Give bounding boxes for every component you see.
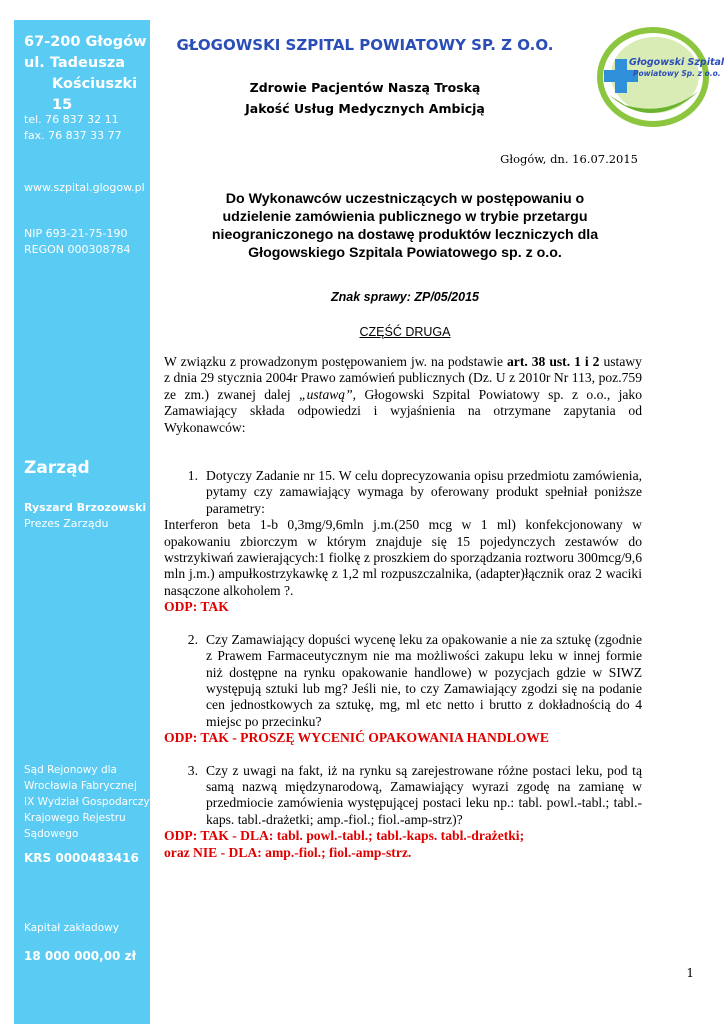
court-registration <box>24 762 150 842</box>
heading-line: Głogowskiego Szpitala Powiatowego sp. z o.o. <box>248 245 562 261</box>
letter-body <box>164 354 642 861</box>
heading-line: nieograniczonego na dostawę produktów leczniczych dla <box>211 227 599 243</box>
page-number: 1 <box>686 966 694 980</box>
heading-line: udzielenie zamówienia publicznego w trybie przetargu <box>222 209 588 225</box>
tax-ids <box>24 226 131 258</box>
motto-line: Zdrowie Pacjentów Naszą Troską <box>249 80 481 95</box>
question-2 <box>164 632 642 747</box>
intro-italic: „ustawą”, <box>299 386 357 402</box>
question-number: 1. <box>187 468 198 484</box>
logo-text: Powiatowy Sp. z o.o. <box>633 69 721 78</box>
address-line: ul. Tadeusza <box>24 55 126 71</box>
court-line: Krajowego Rejestru <box>24 812 126 824</box>
answer: ODP: TAK <box>164 599 229 615</box>
krs-number: KRS 0000483416 <box>24 851 139 865</box>
court-line: Sąd Rejonowy dla <box>24 764 117 776</box>
nip-number: NIP 693-21-75-190 <box>24 227 128 240</box>
part-label: CZĘŚĆ DRUGA <box>359 325 451 339</box>
answer: ODP: TAK - DLA: tabl. powl.-tabl.; tabl.-kaps. tabl.-drażetki; <box>164 828 525 844</box>
website-link[interactable]: www.szpital.glogow.pl <box>24 181 145 194</box>
president-name: Ryszard Brzozowski <box>24 501 147 514</box>
phone-number: tel. 76 837 32 11 <box>24 113 119 126</box>
answer: ODP: TAK - PROSZĘ WYCENIĆ OPAKOWANIA HANDLOWE <box>164 730 549 746</box>
court-line: Wrocławia Fabrycznej <box>24 780 137 792</box>
motto-line: Jakość Usług Medycznych Ambicją <box>245 101 485 116</box>
company-address <box>24 32 150 116</box>
regon-number: REGON 000308784 <box>24 243 131 256</box>
intro-paragraph <box>164 354 642 436</box>
question-text: Dotyczy Zadanie nr 15. W celu doprecyzowania opisu przedmiotu zamówienia, pytamy czy zamawiający wymaga by oferowany produkt spełniał poniższe parametry: <box>206 468 642 516</box>
letter-date: Głogów, dn. 16.07.2015 <box>500 152 638 166</box>
court-line: IX Wydział Gospodarczy <box>24 796 150 808</box>
court-line: Sądowego <box>24 828 79 840</box>
capital-value: 18 000 000,00 zł <box>24 949 137 963</box>
question-3 <box>164 763 642 861</box>
intro-text: Głogowski Szpital Powiatowy sp. z o.o., jako Zamawiający składa odpowiedzi i wyjaśnienia na otrzymane zapytania od Wykonawców: <box>164 386 642 435</box>
motto <box>160 77 570 119</box>
question-1 <box>164 468 642 616</box>
answer: oraz NIE - DLA: amp.-fiol.; fiol.-amp-strz. <box>164 844 412 860</box>
question-text: Czy Zamawiający dopuści wycenę leku za opakowanie a nie za sztukę (zgodnie z Prawem Farmaceutycznym nie ma możliwości zakupu leku w innej formie niż dostępne na rynku opakowanie handlowe) w pozycjach gdzie w SIWZ występują sztuki lub mg? Jeśli nie, to czy Zamawiający zgodzi się na podanie cen jednostkowych za sztukę, mg, ml etc netto i brutto z dokładnością do 4 miejsc po przecinku? <box>206 631 642 729</box>
fax-number: fax. 76 837 33 77 <box>24 129 122 142</box>
intro-text: W związku z prowadzonym postępowaniem jw. na podstawie <box>164 354 507 369</box>
address-line: 67-200 Głogów <box>24 34 147 50</box>
capital-label: Kapitał zakładowy <box>24 922 119 934</box>
heading-line: Do Wykonawców uczestniczących w postępowaniu o <box>225 191 585 207</box>
contact-phones <box>24 112 122 144</box>
board-heading: Zarząd <box>24 458 90 478</box>
hospital-name: GŁOGOWSKI SZPITAL POWIATOWY SP. Z O.O. <box>176 36 554 54</box>
letter-heading <box>170 190 640 262</box>
board-member <box>24 500 146 532</box>
question-text: Czy z uwagi na fakt, iż na rynku są zarejestrowane różne postaci leku, pod tą samą nazwą międzynarodową, Zamawiający wyrazi zgodę na zamianę w przedmiocie zamówienia występującej postaci leku np.: tabl. powl.-tabl.; tabl.-kaps. tabl.-drażetki; amp.-fiol.; fiol.-amp-strz)? <box>206 762 642 827</box>
question-continuation: Interferon beta 1-b 0,3mg/9,6mln j.m.(250 mcg w 1 ml) konfekcjonowany w opakowaniu zbiorczym w którym znajduje się 15 pojedynczych zestawów do wstrzykiwań zawierających:1 fiolkę z proszkiem do sporządzania roztworu 300mcg/9,6 mln j.m.) ampułkostrzykawkę z 1,2 ml rozpuszczalnika, (adapter)łącznik oraz 2 waciki nasączone alkoholem ?. <box>164 517 642 598</box>
case-reference: Znak sprawy: ZP/05/2015 <box>331 290 479 304</box>
sidebar <box>14 20 150 1024</box>
hospital-logo <box>595 25 724 129</box>
intro-bold: art. 38 ust. 1 i 2 <box>507 354 600 369</box>
question-number: 2. <box>187 631 198 647</box>
logo-text: Głogowski Szpital <box>629 57 724 68</box>
address-line: Kościuszki 15 <box>52 76 138 113</box>
question-number: 3. <box>187 762 198 778</box>
intro-text: ustawy z dnia 29 stycznia 2004r Prawo zamówień publicznych (Dz. U z 2010r Nr 113, poz.759 ze zm.) zwanej dalej <box>164 354 642 402</box>
president-title: Prezes Zarządu <box>24 517 109 530</box>
